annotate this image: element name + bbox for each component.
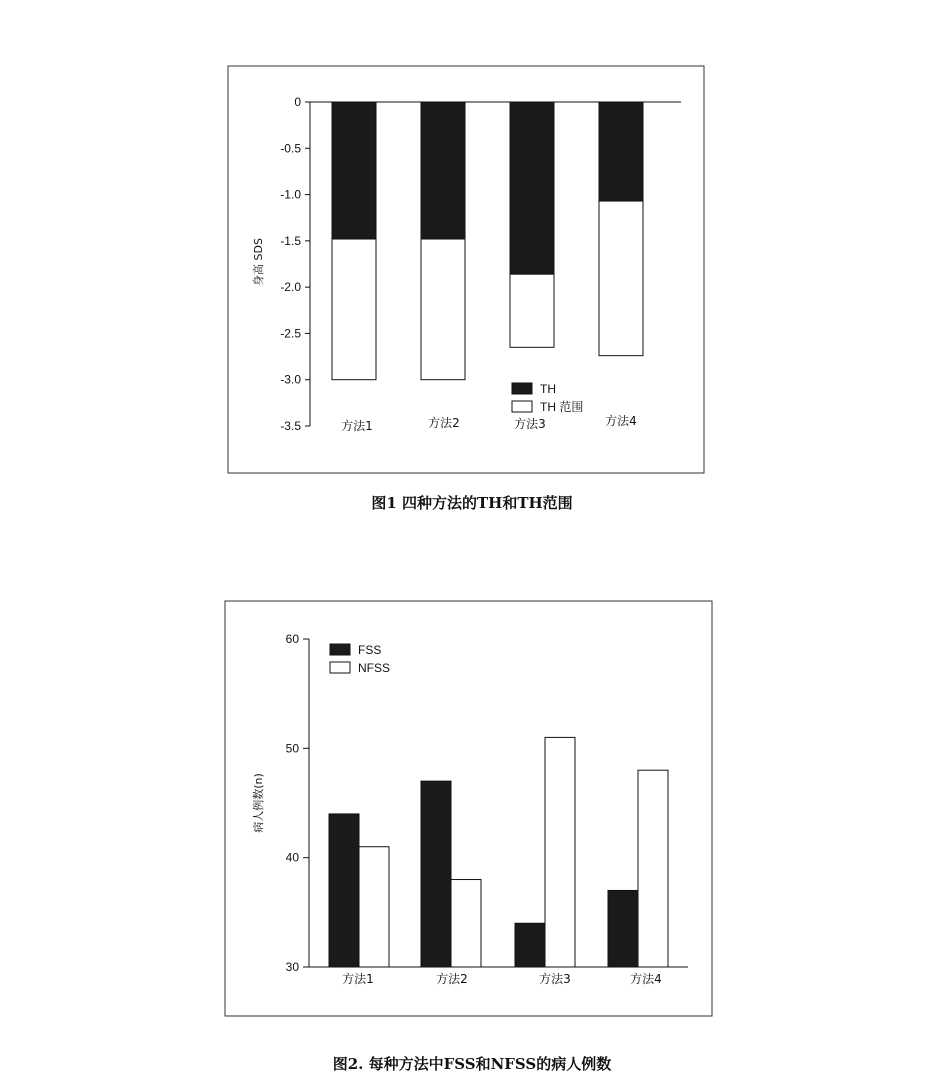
legend-label-th-range: TH 范围 (540, 400, 584, 414)
chart-1-legend (512, 382, 583, 414)
chart-1-bar-th (421, 102, 465, 239)
chart-2-y-tick-label: 50 (285, 741, 299, 756)
chart-1-y-tick-label: -1.5 (280, 233, 301, 248)
legend-label-fss: FSS (358, 643, 382, 657)
chart-2-bar-nfss (545, 737, 575, 967)
chart-2-y-tick-label: 40 (285, 850, 299, 865)
chart-1-bar-th (332, 102, 376, 239)
chart-1-category-label: 方法4 (605, 414, 637, 428)
chart-2-category-label: 方法1 (342, 972, 374, 986)
chart-1-category-label: 方法1 (341, 419, 373, 433)
figure-1-caption: 图1 四种方法的TH和TH范围 (371, 494, 573, 512)
chart-2-bar-fss (608, 890, 638, 967)
chart-1-y-tick-label: -1.0 (280, 187, 301, 202)
chart-1-y-tick-label: -3.5 (280, 419, 301, 433)
chart-2-y-tick-label: 30 (285, 960, 299, 974)
chart-1-category-labels (341, 413, 637, 433)
chart-1-bar-th-range (510, 274, 554, 347)
chart-2-category-label: 方法2 (436, 972, 468, 986)
legend-swatch-fss (330, 644, 350, 655)
chart-1-bar-th-range (599, 201, 643, 356)
chart-2-category-labels (342, 971, 662, 986)
chart-2-bar-nfss (359, 847, 389, 967)
chart-2-bar-fss (329, 814, 359, 967)
chart-2-legend (330, 643, 390, 675)
chart-1-category-label: 方法3 (514, 417, 546, 431)
chart-1-category-label: 方法2 (428, 416, 460, 430)
legend-swatch-nfss (330, 662, 350, 673)
chart-1-bar-th-range (332, 239, 376, 380)
chart-1-y-tick-label: 0 (294, 95, 301, 109)
chart-2-category-label: 方法4 (630, 972, 662, 986)
chart-1-y-tick-label: -2.5 (280, 326, 301, 341)
chart-1-bar-th (510, 102, 554, 274)
chart-2-bar-nfss (451, 880, 481, 967)
chart-1-bars (332, 102, 643, 380)
chart-1 (228, 66, 704, 473)
chart-1-y-tick-label: -2.0 (280, 280, 301, 295)
chart-2-category-label: 方法3 (539, 972, 571, 986)
chart-1-bar-th-range (421, 239, 465, 380)
chart-2 (225, 601, 712, 1016)
chart-1-y-tick-label: -3.0 (280, 372, 301, 387)
chart-1-y-axis-title: 身高 SDS (252, 238, 265, 286)
chart-2-y-axis-title: 病人例数(n) (252, 773, 265, 833)
legend-swatch-th-range (512, 401, 532, 412)
chart-2-bar-fss (515, 923, 545, 967)
chart-2-bar-nfss (638, 770, 668, 967)
chart-2-y-tick-label: 60 (285, 632, 299, 646)
chart-1-bar-th (599, 102, 643, 201)
chart-2-bars (329, 737, 668, 967)
legend-label-th: TH (540, 382, 556, 396)
legend-label-nfss: NFSS (358, 661, 391, 675)
legend-swatch-th (512, 383, 532, 394)
chart-1-y-tick-label: -0.5 (280, 141, 301, 156)
chart-2-bar-fss (421, 781, 451, 967)
figure-2-caption: 图2. 每种方法中FSS和NFSS的病人例数 (332, 1055, 612, 1073)
